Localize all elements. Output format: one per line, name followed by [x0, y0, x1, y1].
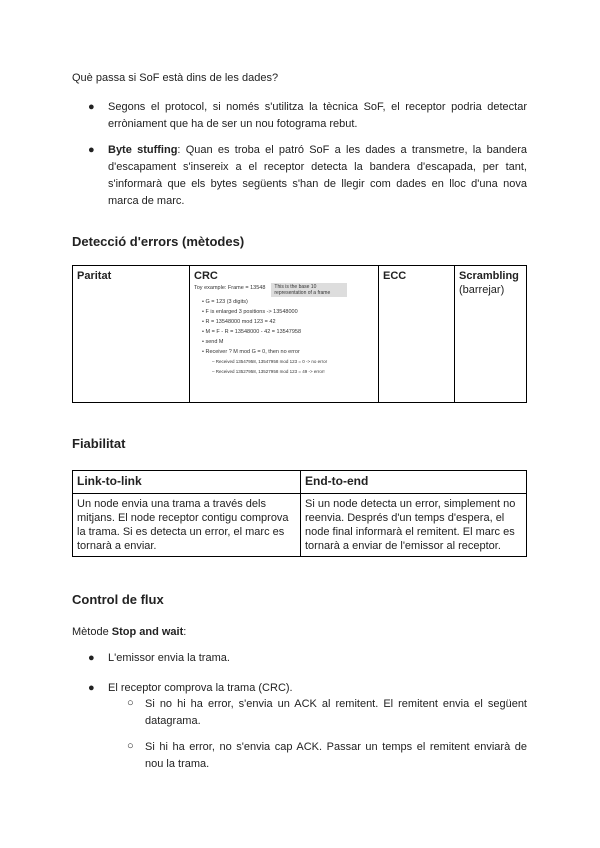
flux-heading: Control de flux [72, 592, 164, 607]
method-prefix: Mètode [72, 626, 112, 638]
flux-bullet-1: L'emissor envia la trama. [108, 652, 230, 664]
scrambling-header: Scrambling [459, 270, 519, 282]
bullet-icon: ● [88, 682, 95, 694]
flux-bullet-2: El receptor comprova la trama (CRC). [108, 682, 293, 694]
crc-line: Receiver ? M mod G = 0, then no error [205, 349, 300, 355]
sof-bullet-2 [108, 142, 527, 210]
crc-line: M = F - R = 13548000 - 42 = 13547958 [205, 329, 302, 335]
fiabilitat-heading: Fiabilitat [72, 436, 126, 451]
crc-subline: Received 13547958, 13547958 mod 123 = 0 -> no error [215, 359, 328, 364]
crc-note: This is the base 10 representation of a frame [271, 283, 347, 297]
errors-heading: Detecció d'errors (mètodes) [72, 234, 245, 249]
sof-bullet-1: Segons el protocol, si només s'utilitza la tècnica SoF, el receptor podria detectar erròniament que ha de ser un nou fotograma rebut. [108, 101, 527, 130]
crc-line: R = 13548000 mod 123 = 42 [205, 319, 276, 325]
flux-sub-bullet-2: Si hi ha error, no s'envia cap ACK. Passar un temps el remitent enviarà de nou la trama. [145, 741, 527, 770]
crc-line: F is enlarged 3 positions -> 13548000 [205, 309, 298, 315]
bullet-icon: ● [88, 144, 95, 156]
scrambling-sub: (barrejar) [459, 284, 505, 296]
crc-cell: CRC Toy example: Frame = 13548 This is the base 10 representation of a frame • G = 123 (3 digits) • F is enlarged 3 positions -> 13548000 • R = 13548000 mod 123 = 42 • M = F - R = 13548000 - 42 = 13547958 • send M • Receiver ? M mod G = 0, then no error – Received 13547958, 13547958 mod 123 = 0 -> no error – Received 13527958, 13527958 mod 123 = 49 -> error! [190, 266, 379, 403]
end-to-end-header: End-to-end [305, 474, 369, 488]
crc-line: G = 123 (3 digits) [205, 299, 248, 305]
byte-stuffing-term: Byte stuffing [108, 144, 178, 156]
byte-stuffing-text: : Quan es troba el patró SoF a les dades a transmetre, la bandera d'escapament s'insereix a el receptor detecta la bandera d'escapada, per tant, s'informarà que els bytes següents s'han de llegir com dades en lloc d'una nova marca de marc. [108, 144, 527, 207]
intro-question: Què passa si SoF està dins de les dades? [72, 72, 279, 84]
paritat-header: Paritat [77, 270, 112, 282]
crc-line: send M [205, 339, 224, 345]
circle-bullet-icon: ○ [127, 697, 134, 709]
errors-table [72, 265, 527, 403]
flux-sub-bullet-1: Si no hi ha error, s'envia un ACK al remitent. El remitent envia el següent datagrama. [145, 698, 527, 727]
link-to-link-header: Link-to-link [77, 474, 142, 488]
circle-bullet-icon: ○ [127, 740, 134, 752]
link-to-link-text: Un node envia una trama a través dels mitjans. El node receptor contigu comprova la trama. Si es detecta un error, el marc es tornarà a enviar. [73, 494, 301, 557]
fiabilitat-table [72, 470, 527, 557]
method-name: Stop and wait [111, 626, 184, 638]
ecc-header: ECC [383, 270, 407, 282]
bullet-icon: ● [88, 652, 95, 664]
crc-header: CRC [194, 270, 218, 282]
method-line: Mètode Stop and wait: [72, 626, 187, 638]
crc-example: Toy example: Frame = 13548 [194, 285, 266, 291]
crc-subline: Received 13527958, 13527958 mod 123 = 49 -> error! [215, 369, 325, 374]
end-to-end-text: Si un node detecta un error, simplement no reenvia. Després d'un temps d'espera, el node final informarà el remitent. El marc es tornarà a enviar de l'emissor al receptor. [301, 494, 527, 557]
bullet-icon: ● [88, 101, 95, 113]
